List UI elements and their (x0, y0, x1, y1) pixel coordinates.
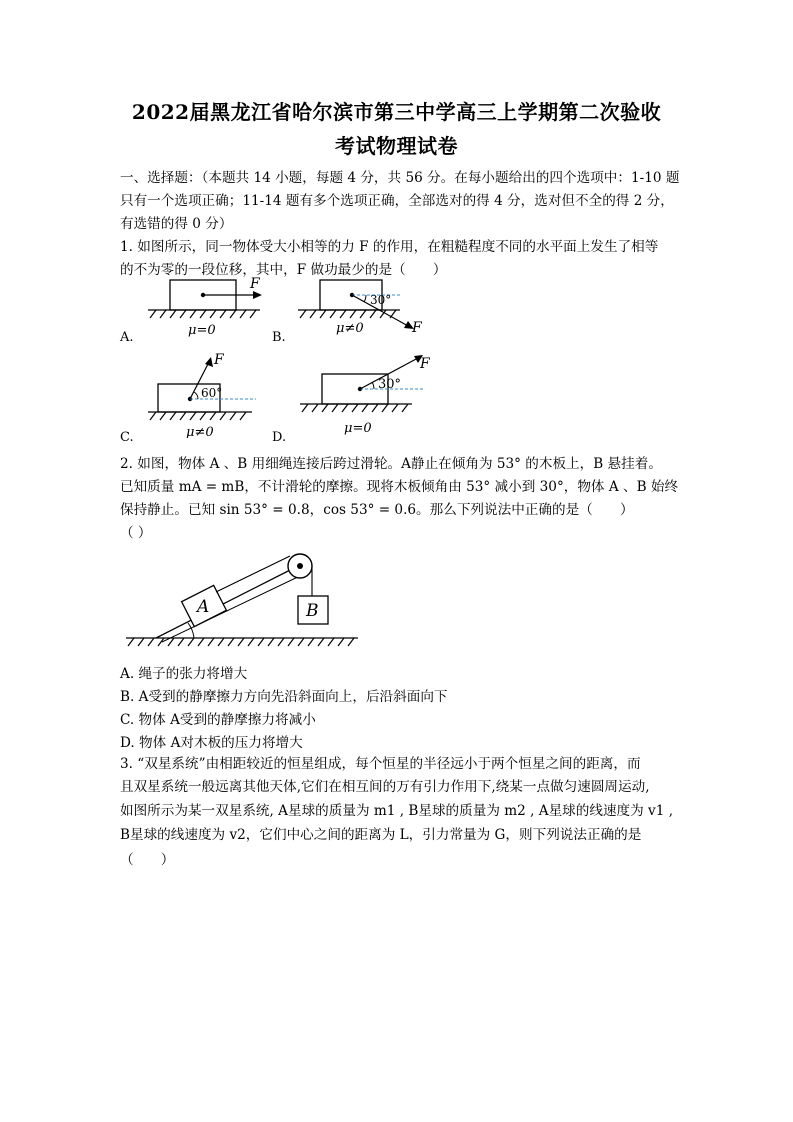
text-line: 2. 如图，物体 A 、B 用细绳连接后跨过滑轮。A静止在倾角为 53° 的木板上，B 悬挂着。 (120, 456, 662, 472)
q1-figure-b (292, 274, 432, 344)
text-line: 保持静止。已知 sin 53° = 0.8，cos 53° = 0.6。那么下列说法中正确的是（ ） (120, 502, 634, 518)
text-line: B星球的线速度为 v2，它们中心之间的距离为 L，引力常量为 G，则下列说法正确的是 (120, 827, 642, 843)
block-b-label: B (306, 601, 319, 621)
friction-label: μ≠0 (336, 321, 364, 336)
text-line: 已知质量 mA = mB，不计滑轮的摩擦。现将木板倾角由 53° 减小到 30°，物体 A 、B 始终 (120, 479, 679, 495)
text-line: 1. 如图所示，同一物体受大小相等的力 F 的作用，在粗糙程度不同的水平面上发生了相等 (120, 239, 659, 255)
option-label: D. (272, 430, 287, 445)
text-line: 如图所示为某一双星系统, A星球的质量为 m1 , B星球的质量为 m2 , A星球的线速度为 v1 , (120, 803, 674, 819)
option-label: C. (120, 430, 134, 445)
text-line: 3. “双星系统”由相距较近的恒星组成，每个恒星的半径远小于两个恒星之间的距离，而 (120, 756, 641, 772)
friction-label: μ=0 (344, 421, 372, 436)
q1-figure-d (292, 350, 442, 438)
q1-figure-c (140, 350, 270, 438)
option-c: C. 物体 A受到的静摩擦力将减小 (120, 712, 316, 728)
text-line: （ ） (120, 852, 175, 868)
q2-figure-incline-pulley (122, 546, 362, 656)
text-line: 且双星系统一般远离其他天体,它们在相互间的万有引力作用下,绕某一点做匀速圆周运动, (120, 779, 650, 795)
option-d: D. 物体 A对木板的压力将增大 (120, 735, 303, 751)
title-line-1: 2022届黑龙江省哈尔滨市第三中学高三上学期第二次验收 (131, 100, 662, 124)
text-line: （ ） (120, 525, 152, 541)
friction-label: μ≠0 (186, 425, 214, 438)
angle-label: 30° (370, 293, 392, 307)
title-line-2: 考试物理试卷 (335, 134, 458, 158)
text-line: 一、选择题：（本题共 14 小题，每题 4 分，共 56 分。在每小题给出的四个选项中：1-10 题 (120, 170, 680, 186)
angle-label: 60° (201, 386, 223, 400)
text-line: 的不为零的一段位移，其中，F 做功最少的是（ ） (120, 262, 447, 278)
force-label: F (420, 356, 430, 372)
option-b: B. A受到的静摩擦力方向先沿斜面向上，后沿斜面向下 (120, 689, 448, 705)
option-label: B. (272, 330, 286, 345)
block-a-label: A (197, 597, 210, 617)
option-a: A. 绳子的张力将增大 (120, 666, 248, 682)
angle-label: 30° (378, 377, 402, 392)
option-label: A. (120, 330, 134, 345)
text-line: 有选错的得 0 分） (120, 216, 233, 232)
force-label: F (250, 276, 260, 292)
force-label: F (214, 352, 224, 368)
force-label: F (412, 320, 422, 336)
friction-label: μ=0 (188, 323, 216, 338)
text-line: 只有一个选项正确；11-14 题有多个选项正确，全部选对的得 4 分，选对但不全的得 2 分， (120, 193, 674, 209)
q1-figure-a (140, 274, 270, 344)
